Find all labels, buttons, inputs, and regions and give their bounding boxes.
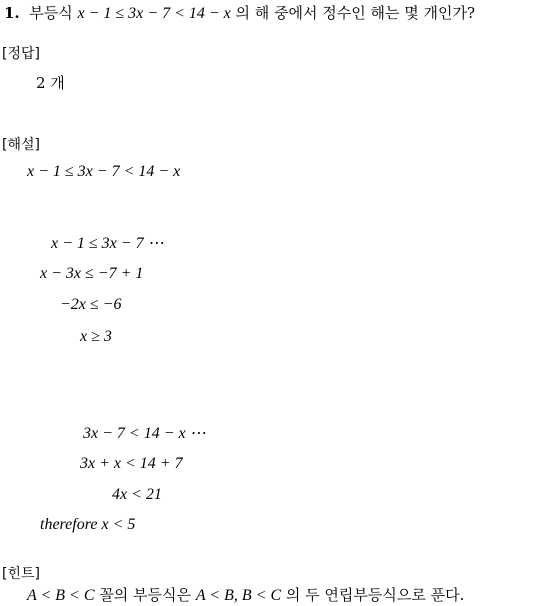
answer-value: 2 개 [36, 74, 65, 92]
question-line [4, 4, 475, 23]
question-inequality: x − 1 ≤ 3x − 7 < 14 − x [77, 5, 231, 22]
hint-expression: A < B < C [27, 587, 95, 604]
derivation-2-line-2: 3x + x < 14 + 7 [80, 455, 183, 472]
hint-text-2: 의 두 연립부등식으로 푼다. [285, 586, 465, 604]
derivation-1-line-3: −2x ≤ −6 [60, 296, 122, 313]
derivation-1-line-4: x ≥ 3 [80, 328, 112, 345]
derivation-1-line-1: x − 1 ≤ 3x − 7 ⋯ [51, 235, 164, 252]
question-prefix: 부등식 [29, 4, 73, 22]
derivation-2-line-3: 4x < 21 [112, 486, 162, 503]
answer-label: [정답] [2, 46, 40, 62]
derivation-2-line-4: therefore x < 5 [40, 516, 136, 533]
explanation-label: [해설] [2, 137, 40, 153]
derivation-1-line-2: x − 3x ≤ −7 + 1 [40, 265, 144, 282]
explanation-statement: x − 1 ≤ 3x − 7 < 14 − x [27, 163, 181, 180]
derivation-2-line-1: 3x − 7 < 14 − x ⋯ [83, 425, 206, 442]
hint-label: [힌트] [2, 566, 40, 582]
question-number: 1. [4, 4, 20, 22]
hint-expression-2: A < B, B < C [195, 587, 282, 604]
hint-text-1: 꼴의 부등식은 [99, 586, 192, 604]
question-suffix: 의 해 중에서 정수인 해는 몇 개인가? [235, 4, 476, 22]
hint-line [27, 586, 464, 605]
